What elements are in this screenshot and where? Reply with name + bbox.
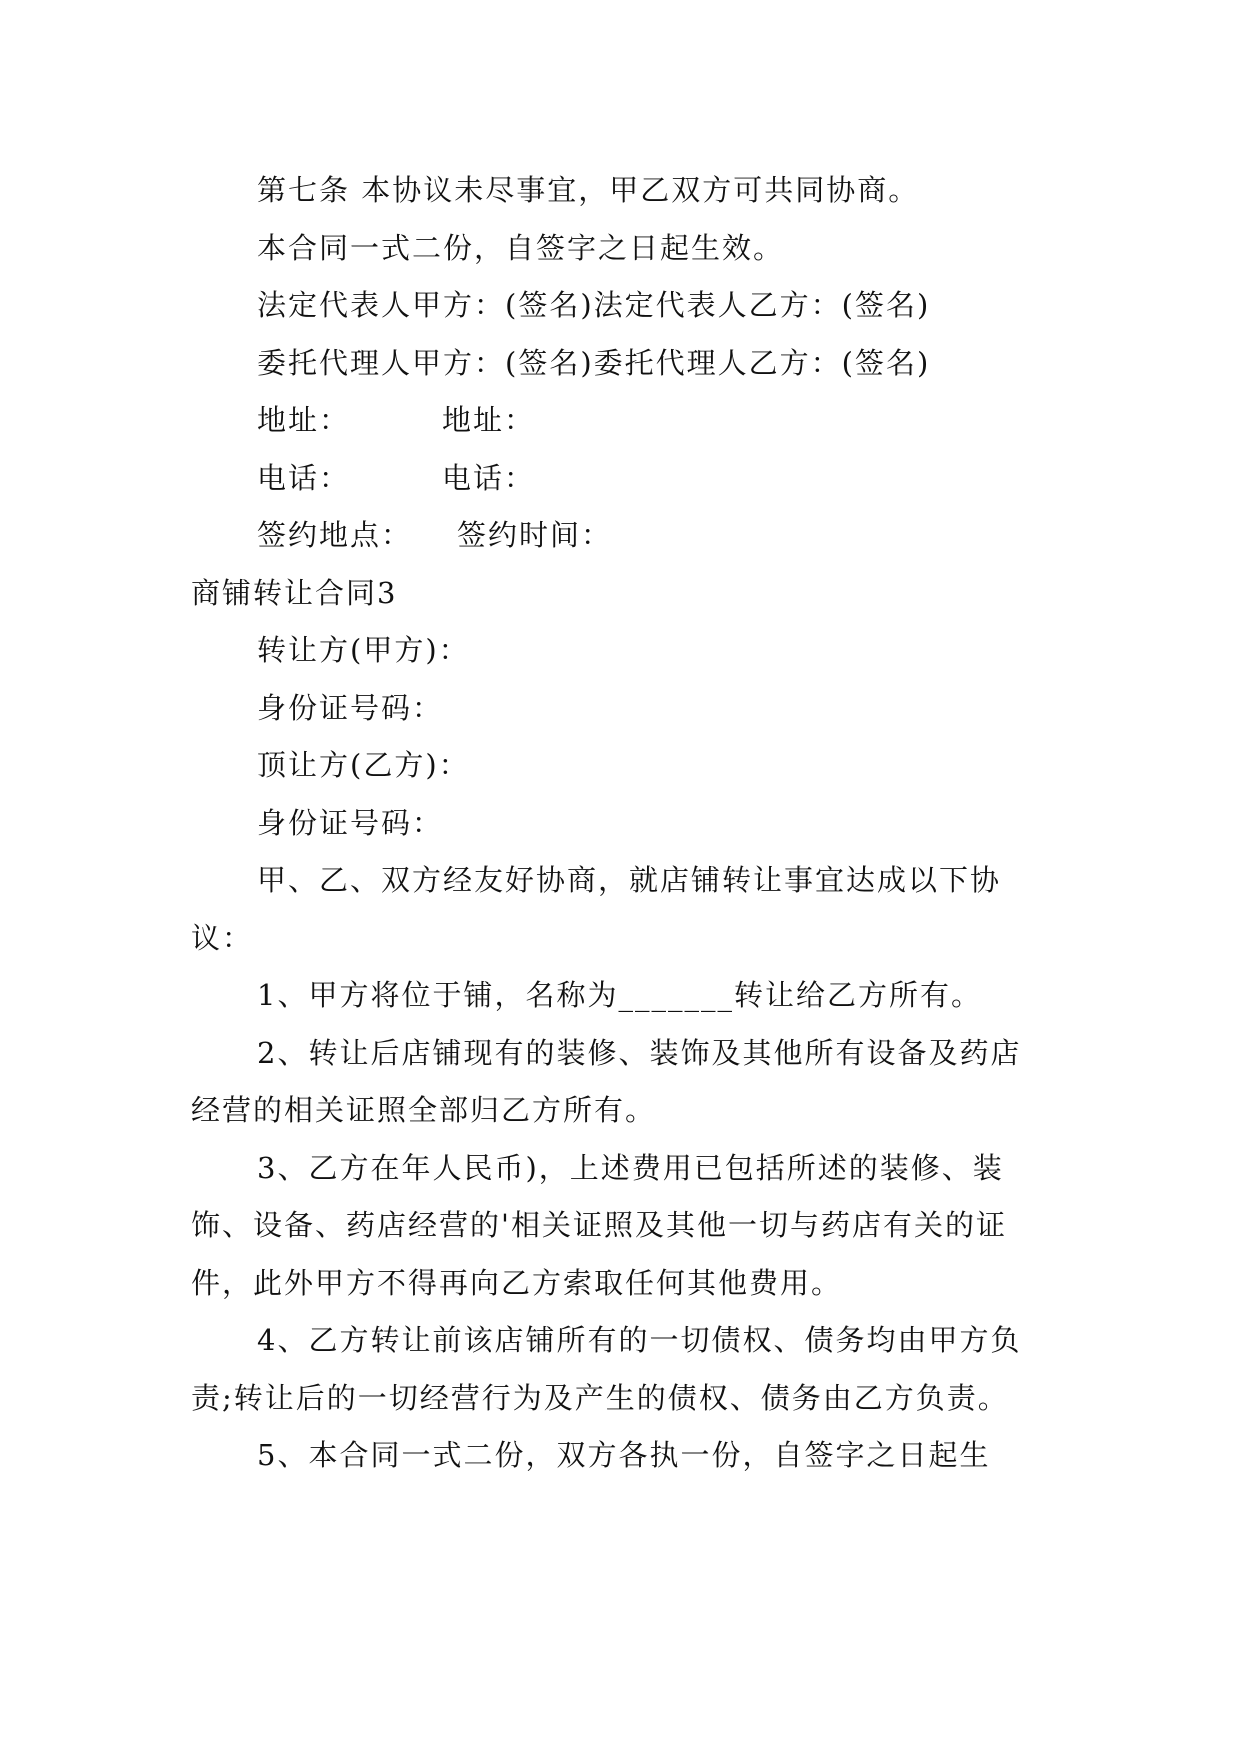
transferee-line: 顶让方(乙方)： — [257, 748, 470, 782]
copies-line: 本合同一式二份，自签字之日起生效。 — [257, 230, 785, 265]
clause-2: 2、转让后店铺现有的装修、装饰及其他所有设备及药店经营的相关证照全部归乙方所有。 — [191, 1035, 1022, 1127]
legal-representative-line: 法定代表人甲方：(签名)法定代表人乙方：(签名) — [257, 288, 931, 322]
phone-b-label: 电话： — [442, 460, 536, 495]
sign-place-time-row — [191, 507, 1051, 565]
id-number-a-line: 身份证号码： — [257, 690, 444, 725]
document-body — [191, 162, 1051, 1485]
phone-a-label: 电话： — [257, 460, 351, 495]
id-number-b-line: 身份证号码： — [257, 805, 444, 840]
address-row — [191, 392, 1051, 450]
article-7-line: 第七条 本协议未尽事宜，甲乙双方可共同协商。 — [257, 173, 920, 207]
intro-paragraph: 甲、乙、双方经友好协商，就店铺转让事宜达成以下协议： — [191, 863, 1002, 955]
section-heading: 商铺转让合同3 — [191, 575, 398, 610]
clause-5: 5、本合同一式二份，双方各执一份，自签字之日起生 — [257, 1438, 991, 1472]
clause-4: 4、乙方转让前该店铺所有的一切债权、债务均由甲方负责;转让后的一切经营行为及产生的债权、债务由乙方负责。 — [191, 1323, 1022, 1415]
agent-line: 委托代理人甲方：(签名)委托代理人乙方：(签名) — [257, 345, 931, 380]
sign-place-label: 签约地点： — [257, 518, 413, 552]
sign-time-label: 签约时间： — [457, 518, 613, 552]
transferor-line: 转让方(甲方)： — [257, 633, 470, 667]
clause-3: 3、乙方在年人民币)，上述费用已包括所述的装修、装饰、设备、药店经营的'相关证照及其他一切与药店有关的证件，此外甲方不得再向乙方索取任何其他费用。 — [191, 1150, 1007, 1300]
address-b-label: 地址： — [442, 403, 536, 437]
clause-1: 1、甲方将位于铺，名称为_______转让给乙方所有。 — [257, 978, 982, 1012]
address-a-label: 地址： — [257, 403, 351, 437]
phone-row — [191, 450, 1051, 508]
